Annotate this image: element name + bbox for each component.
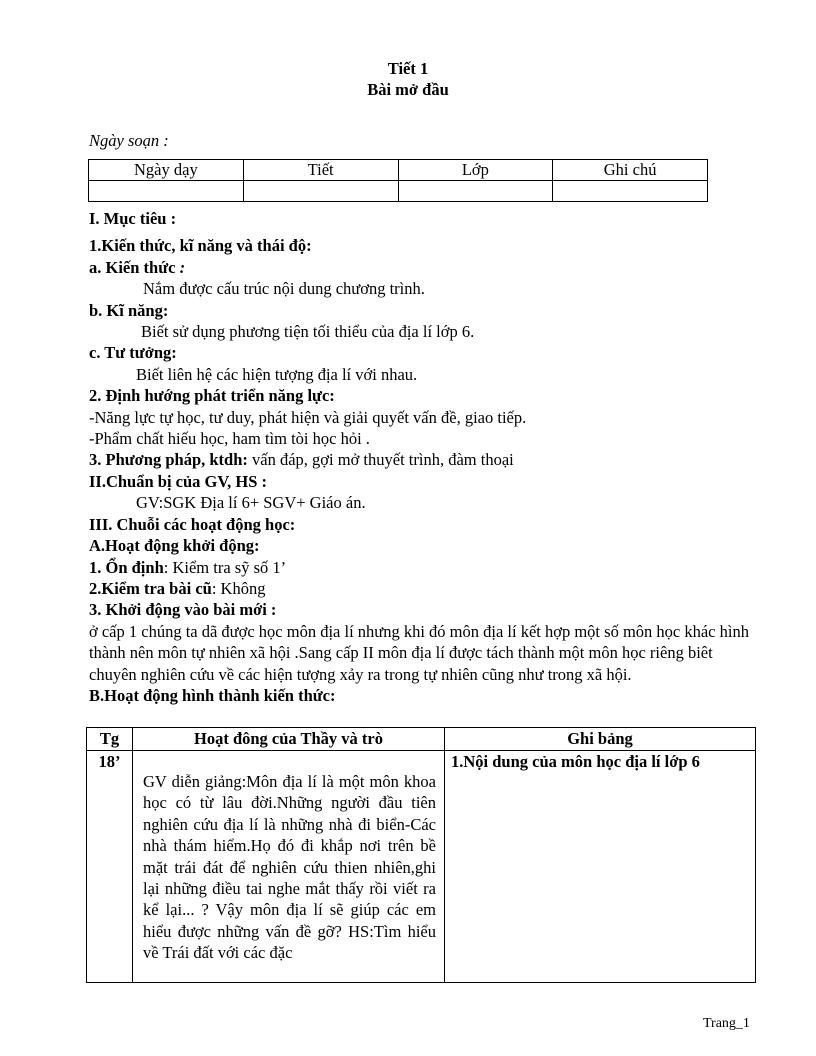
lesson-body	[89, 208, 759, 706]
methods-text: vấn đáp, gợi mở thuyết trình, đàm thoại	[247, 450, 514, 470]
stabilize-line	[89, 557, 759, 578]
knowledge-formation-heading: B.Hoạt động hình thành kiến thức:	[89, 685, 336, 705]
board-notes-cell: 1.Nội dung của môn học địa lí lớp 6	[445, 751, 756, 983]
old-lesson-check-line	[89, 578, 759, 599]
competency-line-2: -Phẩm chất hiếu học, ham tìm tòi học hỏi .	[89, 429, 370, 449]
activity-table	[86, 727, 756, 983]
schedule-header-cell: Ghi chú	[553, 160, 708, 181]
page-number: Trang_1	[703, 1016, 750, 1031]
schedule-cell	[89, 181, 244, 202]
attitude-heading: c. Tư tưởng:	[89, 343, 177, 363]
schedule-header-cell: Lớp	[398, 160, 553, 181]
activity-row	[87, 751, 756, 983]
stabilize-text: : Kiểm tra sỹ số 1’	[163, 557, 287, 577]
lesson-title: Bài mở đầu	[367, 80, 449, 99]
knowledge-colon: :	[175, 257, 186, 277]
schedule-header-cell: Tiết	[243, 160, 398, 181]
schedule-table	[88, 159, 708, 202]
time-cell: 18’	[87, 751, 133, 983]
warmup-heading: A.Hoạt động khởi động:	[89, 536, 260, 556]
activity-cell	[133, 751, 445, 983]
schedule-cell	[553, 181, 708, 202]
methods-label: 3. Phương pháp, ktdh:	[89, 450, 248, 470]
knowledge-text: Nắm được cấu trúc nội dung chương trình.	[143, 279, 425, 299]
activity-header-row	[87, 728, 756, 751]
old-lesson-check-text: : Không	[211, 578, 266, 598]
preparation-date-label: Ngày soạn :	[89, 131, 169, 150]
attitude-text: Biết liên hệ các hiện tượng địa lí với nhau.	[136, 364, 418, 384]
activities-heading: III. Chuỗi các hoạt động học:	[89, 514, 296, 534]
old-lesson-check-label: 2.Kiểm tra bài cũ	[89, 578, 212, 598]
knowledge-heading	[89, 257, 759, 278]
schedule-cell	[398, 181, 553, 202]
skills-text: Biết sử dụng phương tiện tối thiểu của địa lí lớp 6.	[141, 322, 475, 342]
methods-line	[89, 449, 759, 470]
competency-line-1: -Năng lực tự học, tư duy, phát hiện và giải quyết vấn đề, giao tiếp.	[89, 407, 527, 427]
skills-heading: b. Kĩ năng:	[89, 300, 169, 320]
new-lesson-heading: 3. Khởi động vào bài mới :	[89, 600, 277, 620]
schedule-header-row	[89, 160, 708, 181]
schedule-header-cell: Ngày dạy	[89, 160, 244, 181]
preparation-text: GV:SGK Địa lí 6+ SGV+ Giáo án.	[136, 493, 366, 513]
lesson-number: Tiết 1	[387, 59, 429, 78]
stabilize-label: 1. Ổn định	[89, 557, 164, 577]
competency-heading: 2. Định hướng phát triển năng lực:	[89, 386, 335, 406]
time-column-header: Tg	[87, 728, 133, 751]
schedule-empty-row	[89, 181, 708, 202]
notes-column-header: Ghi bảng	[445, 728, 756, 751]
preparation-heading: II.Chuẩn bị của GV, HS :	[89, 471, 268, 491]
activity-text: GV diễn giảng:Môn địa lí là một môn khoa học có từ lâu đời.Những người đầu tiên nghiên cứu địa lí là những nhà đi biển-Các nhà thám hiểm.Họ đó đi khắp nơi trên bề mặt trái đát để nghiên cứu thien nhiên,ghi lại những điều tai nghe mắt thấy rồi viết ra kể lại... ? Vậy môn địa lí sẽ giúp các em hiểu được những vấn đề gỡ? HS:Tìm hiểu về Trái đất với các đặc	[143, 772, 436, 963]
knowledge-label: a. Kiến thức	[89, 257, 176, 277]
section-knowledge-skills: 1.Kiến thức, kĩ năng và thái độ:	[89, 236, 312, 256]
intro-paragraph: ở cấp 1 chúng ta dã được học môn địa lí nhưng khi đó môn địa lí kết hợp một số môn học khác hình thành nên môn tự nhiên xã hội .Sang cấp II môn địa lí được tách thành một môn học riêng biêt chuyên nghiên cứu về các hiện tượng xảy ra trong tự nhiên cũng như trong xã hội.	[89, 621, 749, 684]
activity-column-header: Hoạt đông của Thầy và trò	[133, 728, 445, 751]
schedule-cell	[243, 181, 398, 202]
section-objectives: I. Mục tiêu :	[89, 209, 177, 228]
